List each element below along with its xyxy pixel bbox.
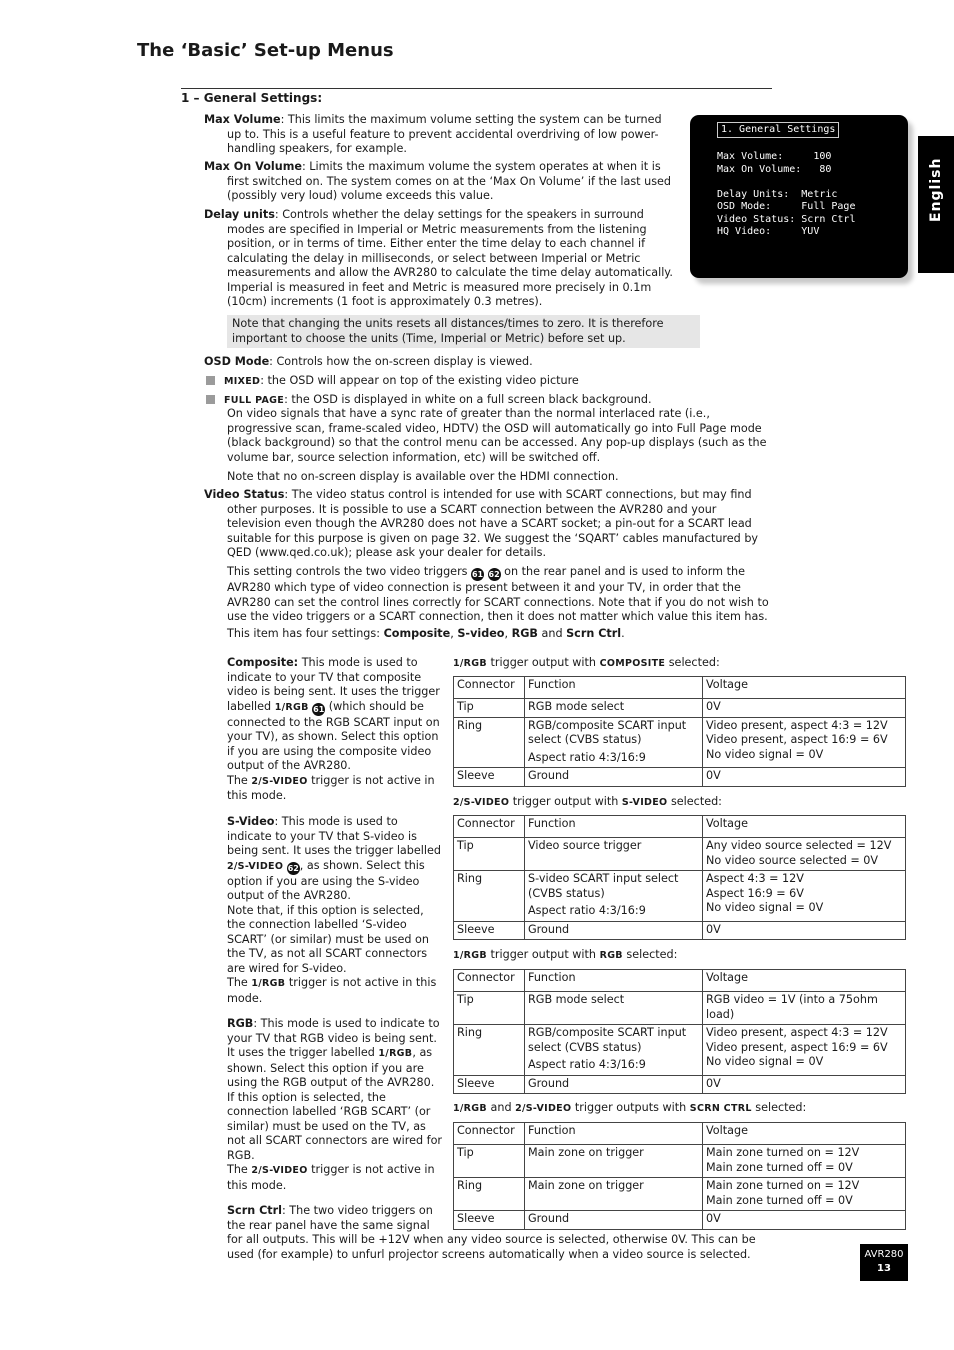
table-caption: 2/S-VIDEO trigger output with S-VIDEO selected: — [453, 795, 722, 808]
table-cell: Ground — [525, 768, 703, 787]
table-cell: Tip — [454, 838, 525, 871]
table-cell — [525, 717, 703, 768]
full-page-item: FULL PAGE: the OSD is displayed in white on a full screen black background. — [224, 393, 652, 406]
cell-line: No video source selected = 0V — [706, 853, 879, 867]
full-page-para: On video signals that have a sync rate of greater than the normal interlaced rate (i.e., progressive scan, frame-scaled video, HDTV) the OSD will automatically go into Full Page mode (black background) so that the control menu can be accessed. Any pop-up displays (such as the volume bar, source selection information, etc) will be switched off. — [227, 407, 767, 464]
section-title: 1 – General Settings: — [181, 91, 323, 105]
header-cell: Connector — [454, 677, 525, 699]
cell-line: No video signal = 0V — [706, 747, 824, 761]
table-cell: Ring — [454, 717, 525, 768]
cell-line: No video signal = 0V — [706, 901, 824, 914]
bullet-square-icon — [206, 376, 215, 385]
table-cell: Sleeve — [454, 921, 525, 940]
table-row — [454, 1145, 906, 1178]
rgb-para: RGB: This mode is used to indicate to your TV that RGB video is being sent. It uses the trigger labelled 1/RGB, as shown. Select this option if you are using the RGB output of the AVR280. If this option is selected, the connection labelled ‘RGB SCART’ (or similar) must be used on the TV, as not all SCART connectors are wired for RGB. The 2/S-VIDEO trigger is not active in this mode. — [227, 1017, 443, 1192]
cell-line: Video present, aspect 16:9 = 6V — [706, 1040, 888, 1054]
table-cell: 0V — [703, 768, 906, 787]
osd-title: 1. General Settings — [717, 122, 839, 138]
cell-line: Main zone turned on = 12V — [706, 1146, 860, 1159]
cell-line: Video present, aspect 16:9 = 6V — [706, 733, 888, 746]
cell-line: Video present, aspect 4:3 = 12V — [706, 1026, 888, 1039]
table-cell: Sleeve — [454, 1075, 525, 1094]
table-cell: Ground — [525, 1211, 703, 1230]
table-cell: Ring — [454, 1178, 525, 1211]
bullet-square-icon — [206, 395, 215, 404]
cell-line: Main zone turned on = 12V — [706, 1179, 860, 1192]
cell-line: RGB/composite SCART input select (CVBS status) — [528, 718, 687, 746]
table-row — [454, 921, 906, 940]
osd-line: Delay Units: Metric — [717, 188, 838, 200]
triggers-para: This setting controls the two video triggers 61 62 on the rear panel and is used to inform the AVR280 which type of video connection is present between it and your TV, in order that the AVR280 can set the control lines correctly for SCART connections. Note that if you do not wish to use the video triggers or a SCART connection, then it does not matter which value this item has. — [227, 565, 769, 623]
osd-line: HQ Video: YUV — [717, 226, 820, 237]
trigger-table-composite — [453, 676, 906, 787]
table-cell: RGB video = 1V (into a 75ohm load) — [703, 992, 906, 1025]
table-cell: RGB mode select — [525, 992, 703, 1025]
osd-line: Max On Volume: 80 — [717, 163, 832, 175]
table-cell: 0V — [703, 1075, 906, 1094]
table-row — [454, 1178, 906, 1211]
table-caption: 1/RGB and 2/S-VIDEO trigger outputs with SCRN CTRL selected: — [453, 1101, 807, 1114]
header-cell: Voltage — [703, 970, 906, 992]
cell-line: Any video source selected = 12V — [706, 839, 892, 852]
header-cell: Voltage — [703, 677, 906, 699]
table-cell: Tip — [454, 699, 525, 718]
table-cell: Ground — [525, 1075, 703, 1094]
four-settings: This item has four settings: Composite, S-video, RGB and Scrn Ctrl. — [227, 627, 625, 640]
scrn-ctrl-para: Scrn Ctrl: The two video triggers on the rear panel have the same signal — [227, 1204, 433, 1232]
table-cell: RGB mode select — [525, 699, 703, 718]
table-cell: Ring — [454, 1025, 525, 1076]
table-row — [454, 768, 906, 787]
table-cell: Tip — [454, 992, 525, 1025]
table-cell: Tip — [454, 1145, 525, 1178]
svideo-para: S-Video: This mode is used to indicate to your TV that S-video is being sent. It uses the trigger labelled 2/S-VIDEO 62, as shown. Select this option if you are using the S-video output of the AVR280. Note that, if this option is selected, the connection labelled ‘S-video SCART’ (or similar) must be used on the TV, as not all SCART connectors are wired for S-video. The 1/RGB trigger is not active in this mode. — [227, 815, 441, 1005]
table-cell: Sleeve — [454, 1211, 525, 1230]
table-row — [454, 1211, 906, 1230]
table-cell: Sleeve — [454, 768, 525, 787]
header-cell: Function — [525, 1123, 703, 1145]
table-row — [454, 1075, 906, 1094]
table-cell — [703, 838, 906, 871]
cell-line: Aspect ratio 4:3/16:9 — [528, 750, 646, 764]
table-cell: 0V — [703, 1211, 906, 1230]
table-cell — [703, 871, 906, 922]
table-caption: 1/RGB trigger output with COMPOSITE selected: — [453, 656, 720, 669]
delay-units-para: Delay units: Controls whether the delay settings for the speakers in surround modes are specified in Imperial or Metric measurements from the listening position, or in terms of time. Either enter the time delay to each channel if calculating the delay in milliseconds, or select between Imperial or Metric measurements and allow the AVR280 to calculate the time delay automatically. Imperial is measured in feet and Metric is measured more precisely in 0.1m (10cm) increments (1 foot is approximately 0.3 metres). — [204, 208, 673, 308]
table-caption: 1/RGB trigger output with RGB selected: — [453, 948, 678, 961]
header-cell: Connector — [454, 970, 525, 992]
table-row — [454, 1025, 906, 1076]
header-cell: Voltage — [703, 816, 906, 838]
osd-line: Video Status: Scrn Ctrl — [717, 213, 856, 225]
trigger-62-icon: 62 — [488, 570, 500, 579]
table-row — [454, 699, 906, 718]
cell-line: Video present, aspect 4:3 = 12V — [706, 718, 888, 732]
table-row — [454, 838, 906, 871]
trigger-table-scrn-ctrl — [453, 1122, 906, 1230]
table-cell: Main zone on trigger — [525, 1178, 703, 1211]
cell-line: Aspect 16:9 = 6V — [706, 886, 804, 900]
table-row — [454, 717, 906, 768]
cell-line: Aspect ratio 4:3/16:9 — [528, 1058, 646, 1071]
table-cell — [703, 717, 906, 768]
cell-line: Aspect ratio 4:3/16:9 — [528, 904, 646, 917]
table-header-row — [454, 677, 906, 699]
cell-line: RGB/composite SCART input select (CVBS status) — [528, 1026, 687, 1054]
header-cell: Function — [525, 677, 703, 699]
table-cell: 0V — [703, 921, 906, 940]
scrn-ctrl-para-cont: for all outputs. This will be +12V when any video source is selected, otherwise 0V. This can be used (for example) to unfurl projector screens automatically when a video source is selected. — [227, 1233, 756, 1261]
max-volume-para: Max Volume: This limits the maximum volume setting the system can be turned up to. This is a useful feature to prevent accidental overdriving of low power-handling speakers, for example. — [204, 113, 662, 155]
table-header-row — [454, 970, 906, 992]
cell-line: S-video SCART input select (CVBS status) — [528, 872, 679, 900]
table-cell: Main zone on trigger — [525, 1145, 703, 1178]
osd-line: OSD Mode: Full Page — [717, 201, 856, 212]
table-header-row — [454, 1123, 906, 1145]
header-cell: Connector — [454, 1123, 525, 1145]
cell-line: Aspect 4:3 = 12V — [706, 872, 804, 885]
osd-line: Max Volume: 100 — [717, 151, 832, 162]
table-cell: 0V — [703, 699, 906, 718]
trigger-table-svideo — [453, 815, 906, 940]
table-cell — [525, 1025, 703, 1076]
hdmi-note: Note that no on-screen display is available over the HDMI connection. — [227, 470, 619, 483]
table-row — [454, 871, 906, 922]
page-footer — [860, 1244, 908, 1281]
footer-model: AVR280 — [864, 1249, 904, 1260]
language-tab-label: English — [928, 157, 944, 222]
table-row — [454, 992, 906, 1025]
table-cell: Video source trigger — [525, 838, 703, 871]
composite-para: Composite: This mode is used to indicate to your TV that composite video is being sent. It uses the trigger labelled 1/RGB 61 (which should be connected to the RGB SCART input on your TV), as shown. Select this option if you are using the composite video output of the AVR280. The 2/S-VIDEO trigger is not active in this mode. — [227, 656, 440, 802]
cell-line: Main zone turned off = 0V — [706, 1160, 853, 1174]
header-cell: Function — [525, 970, 703, 992]
cell-line: Main zone turned off = 0V — [706, 1193, 853, 1207]
trigger-table-rgb — [453, 969, 906, 1094]
header-cell: Function — [525, 816, 703, 838]
table-cell — [703, 1025, 906, 1076]
units-note: Note that changing the units resets all distances/times to zero. It is therefore important to choose the units (Time, Imperial or Metric) before set up. — [227, 315, 700, 348]
mixed-item: MIXED: the OSD will appear on top of the existing video picture — [224, 374, 579, 387]
table-cell: Ground — [525, 921, 703, 940]
table-cell — [703, 1178, 906, 1211]
page-number: 13 — [877, 1263, 891, 1274]
video-status-para: Video Status: The video status control is intended for use with SCART connections, but may find other purposes. It is possible to use a SCART connection between the AVR280 and your television even though the AVR280 does not have a SCART socket; a pin-out for a SCART lead suitable for this purpose is given on page 32. We suggest the ‘SQART’ cables manufactured by QED (www.qed.co.uk); please ask your dealer for details. — [204, 488, 759, 559]
header-cell: Connector — [454, 816, 525, 838]
page-title: The ‘Basic’ Set-up Menus — [137, 40, 394, 61]
table-header-row — [454, 816, 906, 838]
table-cell — [703, 1145, 906, 1178]
header-rule — [181, 88, 772, 89]
trigger-62-icon: 62 — [287, 863, 299, 873]
cell-line: No video signal = 0V — [706, 1055, 824, 1068]
trigger-61-icon: 61 — [313, 704, 325, 714]
header-cell: Voltage — [703, 1123, 906, 1145]
trigger-61-icon: 61 — [471, 570, 484, 579]
osd-mode-para: OSD Mode: Controls how the on-screen display is viewed. — [204, 355, 533, 368]
table-cell: Ring — [454, 871, 525, 922]
table-cell — [525, 871, 703, 922]
max-on-volume-para: Max On Volume: Limits the maximum volume the system operates at when it is first switched on. The system comes on at the ‘Max On Volume’ if the last used (possibly very loud) volume exceeds this value. — [204, 160, 672, 202]
